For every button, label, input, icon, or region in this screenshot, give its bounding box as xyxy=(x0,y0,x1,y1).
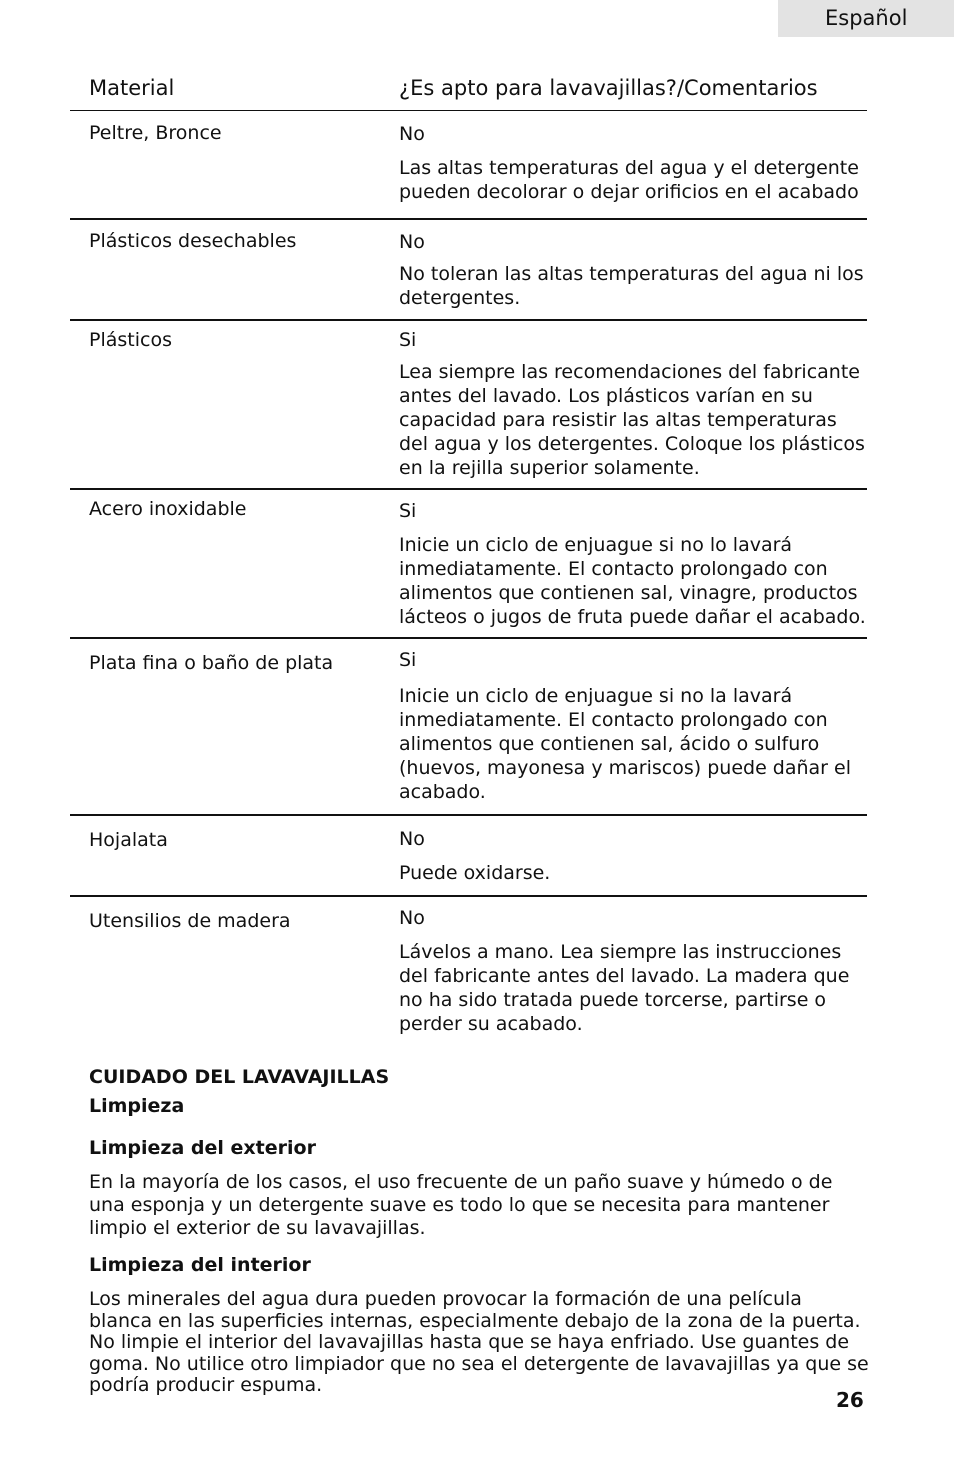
row-comment-cell xyxy=(399,499,871,629)
row-answer: Si xyxy=(399,500,417,522)
section-title: CUIDADO DEL LAVAVAJILLAS xyxy=(89,1066,390,1088)
row-material: Acero inoxidable xyxy=(89,498,247,520)
row-comment-cell xyxy=(399,906,871,1036)
row-comment: Lávelos a mano. Lea siempre las instrucciones del fabricante antes del lavado. La madera que no ha sido tratada puede torcerse, partirse o perder su acabado. xyxy=(399,941,850,1035)
row-divider xyxy=(70,218,867,220)
row-divider xyxy=(70,488,867,490)
page-number: 26 xyxy=(836,1388,864,1412)
header-material: Material xyxy=(89,76,175,100)
row-divider xyxy=(70,814,867,816)
row-comment-cell xyxy=(399,328,871,480)
row-comment: Lea siempre las recomendaciones del fabricante antes del lavado. Los plásticos varían en su capacidad para resistir las altas temperaturas del agua y los detergentes. Coloque los plásticos en la rejilla superior solamente. xyxy=(399,361,865,479)
row-answer: Si xyxy=(399,329,417,351)
row-comment: Puede oxidarse. xyxy=(399,862,551,884)
row-comment-cell xyxy=(399,230,871,310)
interior-heading: Limpieza del interior xyxy=(89,1254,311,1276)
exterior-text: En la mayoría de los casos, el uso frecuente de un paño suave y húmedo o de una esponja y un detergente suave es todo lo que se necesita para mantener limpio el exterior de su lavavajillas. xyxy=(89,1171,833,1239)
row-answer: No xyxy=(399,123,425,145)
row-comment: Las altas temperaturas del agua y el detergente pueden decolorar o dejar orificios en el acabado xyxy=(399,157,859,203)
interior-text: Los minerales del agua dura pueden provocar la formación de una película blanca en las superficies internas, especialmente debajo de la zona de la puerta. No limpie el interior del lavavajillas hasta que se haya enfriado. Use guantes de goma. No utilice otro limpiador que no sea el detergente de lavavajillas ya que se podría producir espuma. xyxy=(89,1288,869,1396)
row-comment-cell xyxy=(399,122,871,204)
row-comment-cell xyxy=(399,648,871,804)
row-material: Plata fina o baño de plata xyxy=(89,652,334,674)
row-divider xyxy=(70,319,867,321)
row-divider xyxy=(70,637,867,639)
row-answer: No xyxy=(399,231,425,253)
header-comments: ¿Es apto para lavavajillas?/Comentarios xyxy=(399,76,818,100)
row-answer: Si xyxy=(399,649,417,671)
row-answer: No xyxy=(399,907,425,929)
row-material: Utensilios de madera xyxy=(89,910,291,932)
row-comment: Inicie un ciclo de enjuague si no lo lavará inmediatamente. El contacto prolongado con alimentos que contienen sal, vinagre, productos lácteos o jugos de fruta puede dañar el acabado. xyxy=(399,534,866,628)
row-answer: No xyxy=(399,828,425,850)
exterior-heading: Limpieza del exterior xyxy=(89,1137,316,1159)
header-divider xyxy=(70,110,867,111)
row-material: Plásticos xyxy=(89,329,172,351)
section-subtitle: Limpieza xyxy=(89,1095,185,1117)
row-comment-cell xyxy=(399,827,871,885)
row-material: Plásticos desechables xyxy=(89,230,297,252)
row-material: Peltre, Bronce xyxy=(89,122,222,144)
row-comment: Inicie un ciclo de enjuague si no la lavará inmediatamente. El contacto prolongado con alimentos que contienen sal, ácido o sulfuro (huevos, mayonesa y mariscos) puede dañar el acabado. xyxy=(399,685,852,803)
row-material: Hojalata xyxy=(89,829,168,851)
row-divider xyxy=(70,895,867,897)
row-comment: No toleran las altas temperaturas del agua ni los detergentes. xyxy=(399,263,864,309)
language-tab: Español xyxy=(778,0,954,37)
